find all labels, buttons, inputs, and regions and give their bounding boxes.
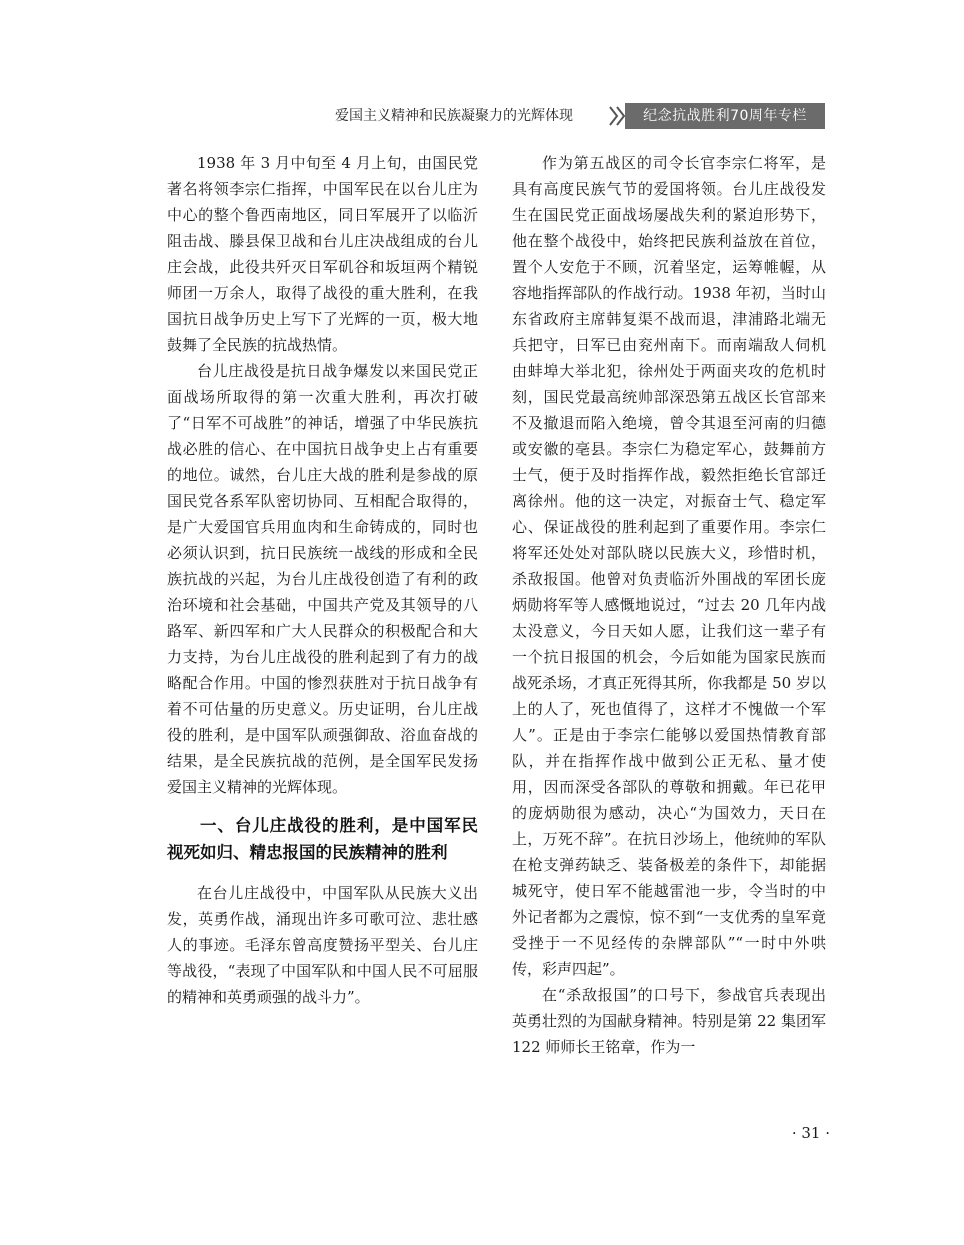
running-header [335, 103, 825, 129]
header-section-title: 爱国主义精神和民族凝聚力的光辉体现 [335, 108, 573, 124]
paragraph: 台儿庄战役是抗日战争爆发以来国民党正面战场所取得的第一次重大胜利，再次打破了“日军不可战胜”的神话，增强了中华民族抗战必胜的信心、在中国抗日战争史上占有重要的地位。诚然，台儿庄大战的胜利是参战的原国民党各系军队密切协同、互相配合取得的，是广大爱国官兵用血肉和生命铸成的，同时也必须认识到，抗日民族统一战线的形成和全民族抗战的兴起，为台儿庄战役创造了有利的政治环境和社会基础，中国共产党及其领导的八路军、新四军和广大人民群众的积极配合和大力支持，为台儿庄战役的胜利起到了有力的战略配合作用。中国的惨烈获胜对于抗日战争有着不可估量的历史意义。历史证明，台儿庄战役的胜利，是中国军队顽强御敌、浴血奋战的结果，是全民族抗战的范例，是全国军民发扬爱国主义精神的光辉体现。 [167, 362, 478, 796]
paragraph: 在台儿庄战役中，中国军队从民族大义出发，英勇作战，涌现出许多可歌可泣、悲壮感人的事迹。毛泽东曾高度赞扬平型关、台儿庄等战役，“表现了中国军队和中国人民不可屈服的精神和英勇顽强的战斗力”。 [167, 884, 478, 1006]
paragraph: 作为第五战区的司令长官李宗仁将军，是具有高度民族气节的爱国将领。台儿庄战役发生在国民党正面战场屡战失利的紧迫形势下，他在整个战役中，始终把民族利益放在首位，置个人安危于不顾，沉着坚定，运筹帷幄，从容地指挥部队的作战行动。1938 年初，当时山东省政府主席韩复渠不战而退，津浦路北端无兵把守，日军已由兖州南下。而南端敌人伺机由蚌埠大举北犯，徐州处于两面夹攻的危机时刻，国民党最高统帅部深恐第五战区长官部来不及撤退而陷入绝境，曾令其退至河南的归德或安徽的亳县。李宗仁为稳定军心，鼓舞前方士气，便于及时指挥作战，毅然拒绝长官部迁离徐州。他的这一决定，对振奋士气、稳定军心、保证战役的胜利起到了重要作用。李宗仁将军还处处对部队晓以民族大义，珍惜时机，杀敌报国。他曾对负责临沂外围战的军团长庞炳勋将军等人感慨地说过，“过去 20 几年内战太没意义，今日天如人愿，让我们这一辈子有一个抗日报国的机会，今后如能为国家民族而战死杀场，才真正死得其所，你我都是 50 岁以上的人了，死也值得了，这样才不愧做一个军人”。正是由于李宗仁能够以爱国热情教育部队，并在指挥作战中做到公正无私、量才使用，因而深受各部队的尊敬和拥戴。年已花甲的庞炳勋很为感动，决心“为国效力，天日在上，万死不辞”。在抗日沙场上，他统帅的军队在枪支弹药缺乏、装备极差的条件下，却能据城死守，使日军不能越雷池一步，令当时的中外记者都为之震惊，惊不到“一支优秀的皇军竟受挫于一不见经传的杂牌部队”“一时中外哄传，彩声四起”。 [512, 154, 826, 978]
paragraph: 在“杀敌报国”的口号下，参战官兵表现出英勇壮烈的为国献身精神。特别是第 22 集团军 122 师师长王铭章，作为一 [512, 986, 826, 1056]
right-column [512, 150, 826, 1060]
page-number: · 31 · [791, 1124, 830, 1142]
left-column [167, 150, 478, 1010]
header-column-banner: 纪念抗战胜利70周年专栏 [625, 103, 825, 129]
paragraph: 1938 年 3 月中旬至 4 月上旬，由国民党著名将领李宗仁指挥，中国军民在以台儿庄为中心的整个鲁西南地区，同日军展开了以临沂阻击战、滕县保卫战和台儿庄决战组成的台儿庄会战，此役共歼灭日军矶谷和坂垣两个精锐师团一万余人，取得了战役的重大胜利，在我国抗日战争历史上写下了光辉的一页，极大地鼓舞了全民族的抗战热情。 [167, 154, 478, 354]
section-heading: 一、台儿庄战役的胜利，是中国军民视死如归、精忠报国的民族精神的胜利 [167, 816, 478, 862]
